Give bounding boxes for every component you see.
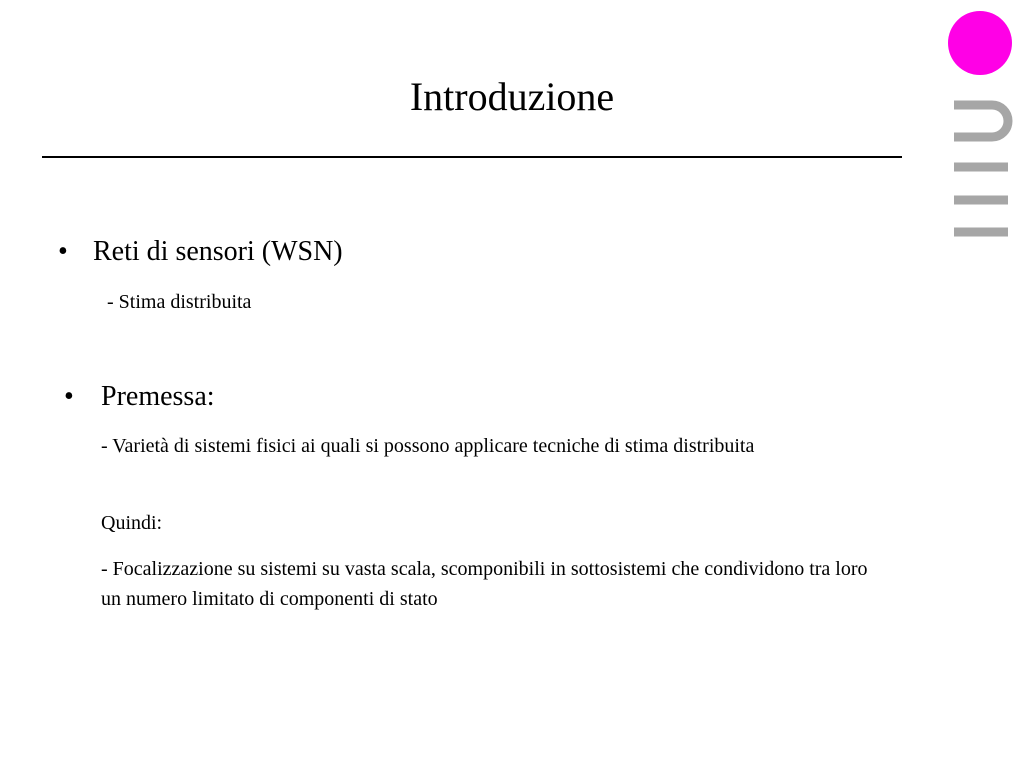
- premessa-line-focalizzazione: - Focalizzazione su sistemi su vasta scala, scomponibili in sottosistemi che condividono tra loro un numero limitato di componenti di stato: [101, 558, 868, 610]
- logo-magenta-dot: [948, 11, 1012, 75]
- bullet-marker: •: [64, 381, 74, 412]
- bullet-marker: •: [58, 236, 68, 267]
- slide-title: Introduzione: [409, 74, 615, 119]
- bullet-label-wsn: Reti di sensori (WSN): [93, 236, 343, 267]
- bullet-label-premessa: Premessa:: [101, 381, 215, 412]
- premessa-line-varieta: - Varietà di sistemi fisici ai quali si possono applicare tecniche di stima distribuita: [101, 435, 755, 457]
- bullet-sub-stima: - Stima distribuita: [107, 291, 252, 313]
- title-divider: [42, 156, 902, 158]
- premessa-line-quindi: Quindi:: [101, 512, 163, 534]
- logo-u-shape: [954, 105, 1008, 137]
- university-logo: [940, 6, 1024, 246]
